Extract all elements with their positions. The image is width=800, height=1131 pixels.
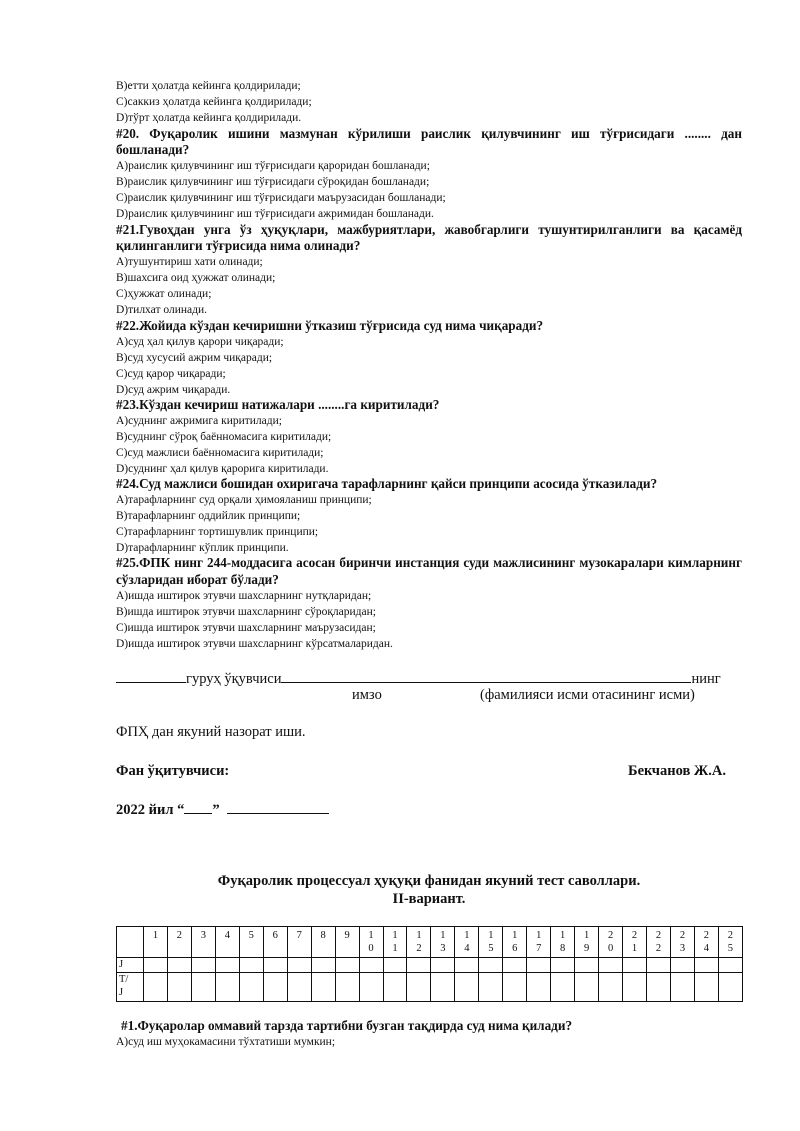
question-number-cell: 4 [215, 927, 239, 958]
group-label: гуруҳ ўқувчиси [186, 671, 282, 687]
exam-title: ФПҲ дан якуний назорат иши. [116, 724, 306, 740]
answer-cell[interactable] [335, 958, 359, 973]
answer-cell[interactable] [431, 973, 455, 1002]
question-number-cell: 2 5 [718, 927, 742, 958]
answer-cell[interactable] [575, 958, 599, 973]
option-a: A)тарафларнинг суд орқали ҳимояланиш принципи; [116, 494, 372, 506]
answer-cell[interactable] [335, 973, 359, 1002]
answer-cell[interactable] [599, 958, 623, 973]
question-number-cell: 2 0 [599, 927, 623, 958]
answer-cell[interactable] [694, 958, 718, 973]
option-b: B)суднинг сўроқ баённомасига киритилади; [116, 431, 332, 443]
answer-cell[interactable] [455, 973, 479, 1002]
answer-cell[interactable] [287, 973, 311, 1002]
option-a: A)суднинг ажримига киритилади; [116, 415, 282, 427]
option-d: D)тилхат олинади. [116, 304, 207, 316]
question-number-cell: 1 0 [359, 927, 383, 958]
answer-cell[interactable] [215, 958, 239, 973]
option-d: D)суднинг ҳал қилув қарорига киритилади. [116, 463, 329, 475]
answer-cell[interactable] [431, 958, 455, 973]
answer-cell[interactable] [718, 973, 742, 1002]
answer-cell[interactable] [311, 973, 335, 1002]
question-22 [116, 318, 742, 398]
answer-cell[interactable] [479, 973, 503, 1002]
imzo-label: имзо [352, 687, 382, 703]
question-number-cell: 8 [311, 927, 335, 958]
signature-line [116, 668, 721, 688]
answer-cell[interactable] [647, 973, 671, 1002]
question-1-option-a: A)суд иш муҳокамасини тўхтатиши мумкин; [116, 1036, 336, 1048]
answer-cell[interactable] [191, 958, 215, 973]
option-a: A)тушунтириш хати олинади; [116, 256, 263, 268]
answer-cell[interactable] [383, 958, 407, 973]
answer-cell[interactable] [670, 958, 694, 973]
option-b: B)раислик қилувчининг иш тўғрисидаги сўроқидан бошланади; [116, 176, 430, 188]
question-title: #22.Жойида кўздан кечиришни ўтказиш тўғрисида суд нима чиқаради? [116, 318, 544, 333]
question-number-cell: 1 1 [383, 927, 407, 958]
variant-label: II-вариант. [392, 891, 466, 907]
question-21 [116, 222, 742, 318]
answer-cell[interactable] [167, 958, 191, 973]
option-b: B)ишда иштирок этувчи шахсларнинг сўроқларидан; [116, 606, 376, 618]
question-number-cell: 1 3 [431, 927, 455, 958]
answer-cell[interactable] [263, 958, 287, 973]
question-number-cell: 2 4 [694, 927, 718, 958]
question-20 [116, 126, 742, 222]
answer-cell[interactable] [551, 958, 575, 973]
option-d: D)раислик қилувчининг иш тўғрисидаги ажримидан бошланади. [116, 208, 434, 220]
option-c: C)саккиз ҳолатда кейинга қолдирилади; [116, 96, 312, 108]
answer-cell[interactable] [383, 973, 407, 1002]
option-b: B)суд хусусий ажрим чиқаради; [116, 352, 273, 364]
option-c: C)ҳужжат олинади; [116, 288, 212, 300]
answer-cell[interactable] [503, 958, 527, 973]
answer-cell[interactable] [623, 958, 647, 973]
option-d: D)тўрт ҳолатда кейинга қолдирилади. [116, 112, 302, 124]
answer-cell[interactable] [599, 973, 623, 1002]
option-b: B)шахсига оид ҳужжат олинади; [116, 272, 276, 284]
table-row-tj [117, 973, 743, 1002]
option-c: C)суд қарор чиқаради; [116, 368, 226, 380]
table-header-row [117, 927, 743, 958]
question-title: #23.Кўздан кечириш натижалари ........га киритилади? [116, 397, 440, 412]
question-title: #25.ФПК нинг 244-моддасига асосан биринчи инстанция суди мажлисининг музокаралари кимларнинг сўзларидан иборат бўлади? [116, 555, 742, 587]
answer-cell[interactable] [239, 973, 263, 1002]
answer-cell[interactable] [359, 958, 383, 973]
question-number-cell: 1 8 [551, 927, 575, 958]
group-blank [116, 668, 186, 683]
question-number-cell: 7 [287, 927, 311, 958]
option-a: A)раислик қилувчининг иш тўғрисидаги қароридан бошланади; [116, 160, 430, 172]
answer-cell[interactable] [694, 973, 718, 1002]
table-corner-cell [117, 927, 144, 958]
question-title: #20. Фуқаролик ишини мазмунан кўрилиши раислик қилувчининг иш тўғрисидаги ........ дан бошланади? [116, 126, 742, 157]
answer-cell[interactable] [718, 958, 742, 973]
answer-cell[interactable] [551, 973, 575, 1002]
question-number-cell: 1 2 [407, 927, 431, 958]
teacher-label: Фан ўқитувчиси: [116, 763, 230, 779]
answer-cell[interactable] [527, 958, 551, 973]
answer-cell[interactable] [239, 958, 263, 973]
question-number-cell: 6 [263, 927, 287, 958]
question-number-cell: 2 1 [623, 927, 647, 958]
answer-cell[interactable] [144, 973, 168, 1002]
month-blank [227, 799, 329, 814]
answer-cell[interactable] [287, 958, 311, 973]
question-number-cell: 1 5 [479, 927, 503, 958]
answer-cell[interactable] [167, 973, 191, 1002]
test-heading: Фуқаролик процессуал ҳуқуқи фанидан якуний тест саволлари. [217, 873, 641, 889]
date-line [116, 799, 329, 819]
answer-cell[interactable] [191, 973, 215, 1002]
answer-cell[interactable] [647, 958, 671, 973]
answer-cell[interactable] [359, 973, 383, 1002]
option-d: D)ишда иштирок этувчи шахсларнинг кўрсатмаларидан. [116, 638, 393, 650]
question-number-cell: 3 [191, 927, 215, 958]
name-blank [281, 668, 691, 683]
option-b: B)тарафларнинг оддийлик принципи; [116, 510, 301, 522]
answer-cell[interactable] [144, 958, 168, 973]
date-prefix: 2022 йил “ [116, 802, 185, 818]
day-blank [184, 799, 212, 814]
question-number-cell: 1 [144, 927, 168, 958]
answer-cell[interactable] [311, 958, 335, 973]
question-24 [116, 476, 742, 556]
question-number-cell: 5 [239, 927, 263, 958]
option-c: C)тарафларнинг тортишувлик принципи; [116, 526, 319, 538]
row-label: T/ J [117, 973, 144, 1002]
option-b: B)етти ҳолатда кейинга қолдирилади; [116, 80, 301, 92]
question-title: #21.Гувоҳдан унга ўз ҳуқуқлари, мажбуриятлари, жавобгарлиги тушунтирилганлиги ва қасамёд қилинганлиги тўғрисида нима олинади? [116, 222, 742, 253]
answer-cell[interactable] [455, 958, 479, 973]
answer-table [116, 926, 743, 1002]
question-number-cell: 1 9 [575, 927, 599, 958]
question-number-cell: 2 3 [670, 927, 694, 958]
question-number-cell: 2 2 [647, 927, 671, 958]
question-number-cell: 1 7 [527, 927, 551, 958]
question-1-title: #1.Фуқаролар оммавий тарзда тартибни бузган тақдирда суд нима қилади? [121, 1018, 573, 1033]
answer-cell[interactable] [623, 973, 647, 1002]
question-number-cell: 1 6 [503, 927, 527, 958]
question-25 [116, 554, 742, 652]
fio-label: (фамилияси исми отасининг исми) [480, 687, 695, 703]
answer-cell[interactable] [479, 958, 503, 973]
answer-cell[interactable] [670, 973, 694, 1002]
ning-label: нинг [691, 671, 721, 687]
option-d: D)тарафларнинг кўплик принципи. [116, 542, 289, 554]
answer-cell[interactable] [407, 958, 431, 973]
question-number-cell: 1 4 [455, 927, 479, 958]
question-title: #24.Суд мажлиси бошидан охиригача тарафларнинг қайси принципи асосида ўтказилади? [116, 476, 658, 491]
teacher-name: Бекчанов Ж.А. [628, 763, 726, 779]
option-d: D)суд ажрим чиқаради. [116, 384, 231, 396]
option-c: C)ишда иштирок этувчи шахсларнинг маърузасидан; [116, 622, 376, 634]
answer-cell[interactable] [503, 973, 527, 1002]
question-23 [116, 397, 742, 477]
previous-question-options [116, 78, 742, 126]
answer-cell[interactable] [407, 973, 431, 1002]
question-number-cell: 2 [167, 927, 191, 958]
option-a: A)суд ҳал қилув қарори чиқаради; [116, 336, 284, 348]
answer-cell[interactable] [215, 973, 239, 1002]
answer-cell[interactable] [575, 973, 599, 1002]
table-row-j [117, 958, 743, 973]
row-label: J [117, 958, 144, 973]
answer-cell[interactable] [263, 973, 287, 1002]
option-c: C)суд мажлиси баённомасига киритилади; [116, 447, 324, 459]
date-mid: ” [212, 802, 220, 818]
answer-cell[interactable] [527, 973, 551, 1002]
question-number-cell: 9 [335, 927, 359, 958]
option-a: A)ишда иштирок этувчи шахсларнинг нутқларидан; [116, 590, 372, 602]
option-c: C)раислик қилувчининг иш тўғрисидаги маърузасидан бошланади; [116, 192, 446, 204]
